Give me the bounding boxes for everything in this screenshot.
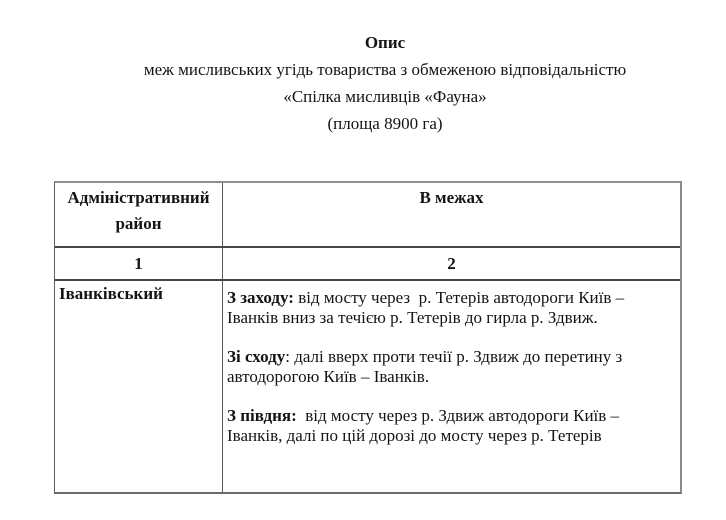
boundary-text-south: від мосту через р. Здвиж автодороги Київ – Іванків, далі по цій дорозі до мосту через р. Тетерів (227, 406, 624, 445)
district-name-cell: Іванківський (55, 281, 223, 492)
boundary-lead-east: Зі сходу (227, 347, 286, 366)
boundary-text-west: від мосту через р. Тетерів автодороги Київ – Іванків вниз за течією р. Тетерів до гирла р. Здвиж. (227, 288, 629, 327)
table-header-row (55, 183, 680, 248)
boundary-lead-west: З заходу: (227, 288, 294, 307)
boundary-paragraph-east (227, 347, 674, 387)
hunting-grounds-boundaries-table (54, 181, 682, 494)
document-subtitle-line-3: (площа 8900 га) (327, 114, 443, 133)
header-cell-district: Адміністративний район (55, 183, 223, 248)
boundary-paragraph-south (227, 406, 674, 446)
document-title: Опис (364, 33, 406, 52)
boundary-paragraph-west (227, 288, 674, 328)
boundary-lead-south: З півдня: (227, 406, 297, 425)
document-title-block (44, 29, 726, 137)
document-subtitle-line-1: меж мисливських угідь товариства з обмеженою відповідальністю (143, 60, 627, 79)
document-subtitle-line-2: «Спілка мисливців «Фауна» (283, 87, 487, 106)
numbering-cell-1: 1 (55, 248, 223, 281)
numbering-cell-2: 2 (223, 248, 680, 281)
boundaries-description-cell (223, 281, 680, 492)
table-numbering-row (55, 248, 680, 281)
header-cell-limits: В межах (223, 183, 680, 248)
table-data-row (55, 281, 680, 492)
boundary-text-east: : далі вверх проти течії р. Здвиж до перетину з автодорогою Київ – Іванків. (227, 347, 627, 386)
